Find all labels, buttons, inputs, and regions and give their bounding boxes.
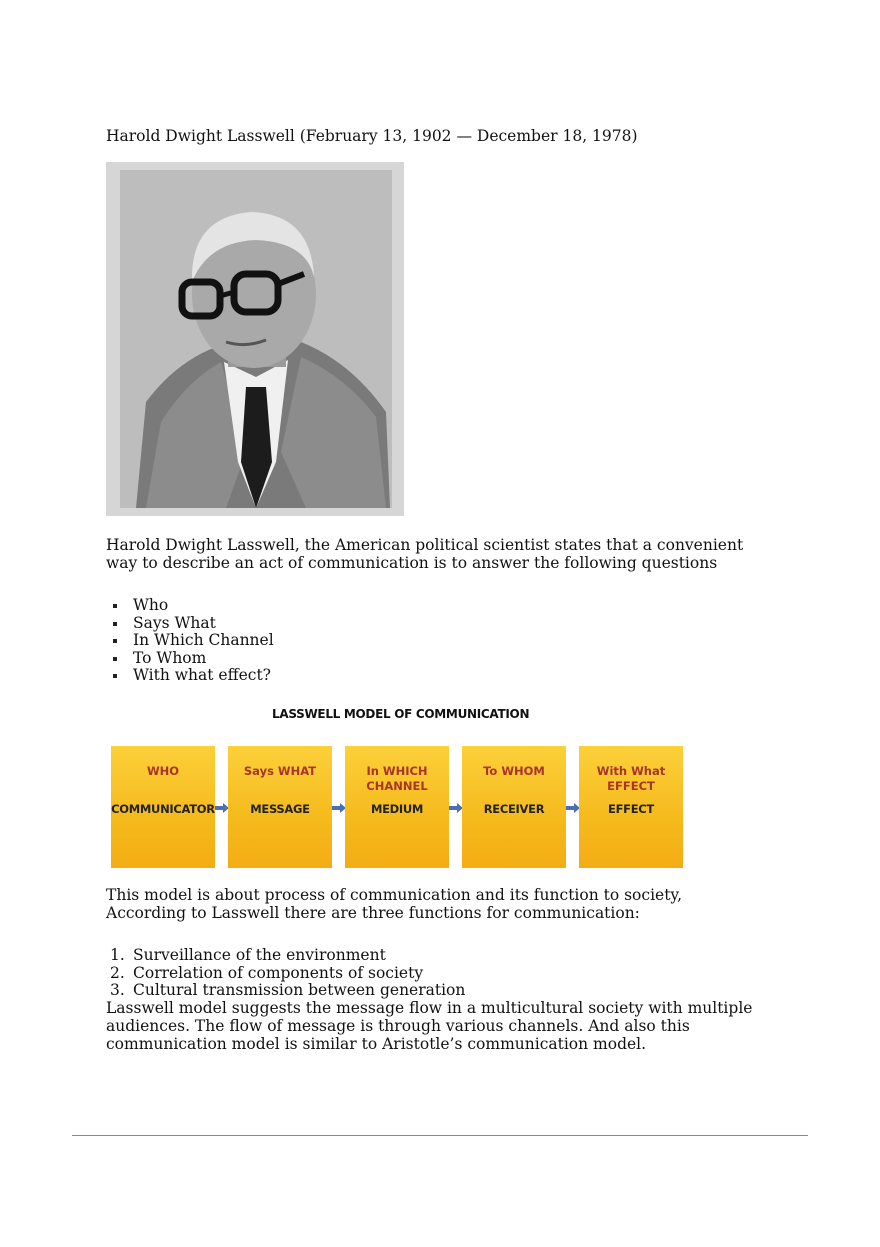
model-description: This model is about process of communication and its function to society, According to Lasswell there are three functions for communication: — [106, 886, 683, 922]
functions-list — [106, 947, 465, 1000]
intro-paragraph: Harold Dwight Lasswell, the American political scientist states that a convenient way to describe an act of communication is to answer the following questions — [106, 536, 744, 572]
lasswell-model-diagram — [111, 746, 683, 868]
box-role: COMMUNICATOR — [111, 802, 215, 816]
right-arrow-icon — [449, 803, 463, 813]
portrait-illustration — [106, 162, 404, 516]
list-item — [106, 982, 465, 1000]
box-question: With What EFFECT — [596, 764, 666, 793]
list-item: Who — [106, 597, 274, 615]
right-arrow-icon — [332, 803, 346, 813]
model-title: LASSWELL MODEL OF COMMUNICATION — [272, 707, 530, 721]
list-item: Says What — [106, 615, 274, 633]
box-role: MEDIUM — [370, 802, 424, 816]
model-box-says-what — [228, 746, 332, 868]
box-role: EFFECT — [608, 802, 654, 816]
list-number: 3. — [110, 981, 125, 999]
model-box-who — [111, 746, 215, 868]
list-item: To Whom — [106, 650, 274, 668]
list-item — [106, 965, 465, 983]
questions-list — [106, 597, 274, 685]
list-text: Correlation of components of society — [133, 963, 424, 982]
lasswell-portrait-photo — [106, 162, 404, 516]
model-box-to-whom — [462, 746, 566, 868]
list-number: 2. — [110, 963, 125, 982]
list-text: Cultural transmission between generation — [133, 981, 466, 999]
right-arrow-icon — [215, 803, 229, 813]
list-item: With what effect? — [106, 667, 274, 685]
box-role: MESSAGE — [250, 802, 310, 816]
list-number: 1. — [110, 946, 125, 964]
list-item: In Which Channel — [106, 632, 274, 650]
list-text: Surveillance of the environment — [133, 946, 386, 964]
model-box-channel — [345, 746, 449, 868]
box-question: WHO — [146, 764, 180, 778]
footer-divider — [72, 1135, 808, 1136]
right-arrow-icon — [566, 803, 580, 813]
closing-paragraph: Lasswell model suggests the message flow in a multicultural society with multiple audiences. The flow of message is through various channels. And also this communication model is similar to Aristotle’s communication model. — [106, 999, 753, 1053]
list-item — [106, 947, 465, 965]
box-role: RECEIVER — [483, 802, 545, 816]
box-question: In WHICH CHANNEL — [366, 764, 428, 793]
box-question: To WHOM — [483, 764, 545, 778]
model-box-effect — [579, 746, 683, 868]
box-question: Says WHAT — [243, 764, 317, 778]
page-title: Harold Dwight Lasswell (February 13, 1902 — December 18, 1978) — [106, 127, 638, 145]
